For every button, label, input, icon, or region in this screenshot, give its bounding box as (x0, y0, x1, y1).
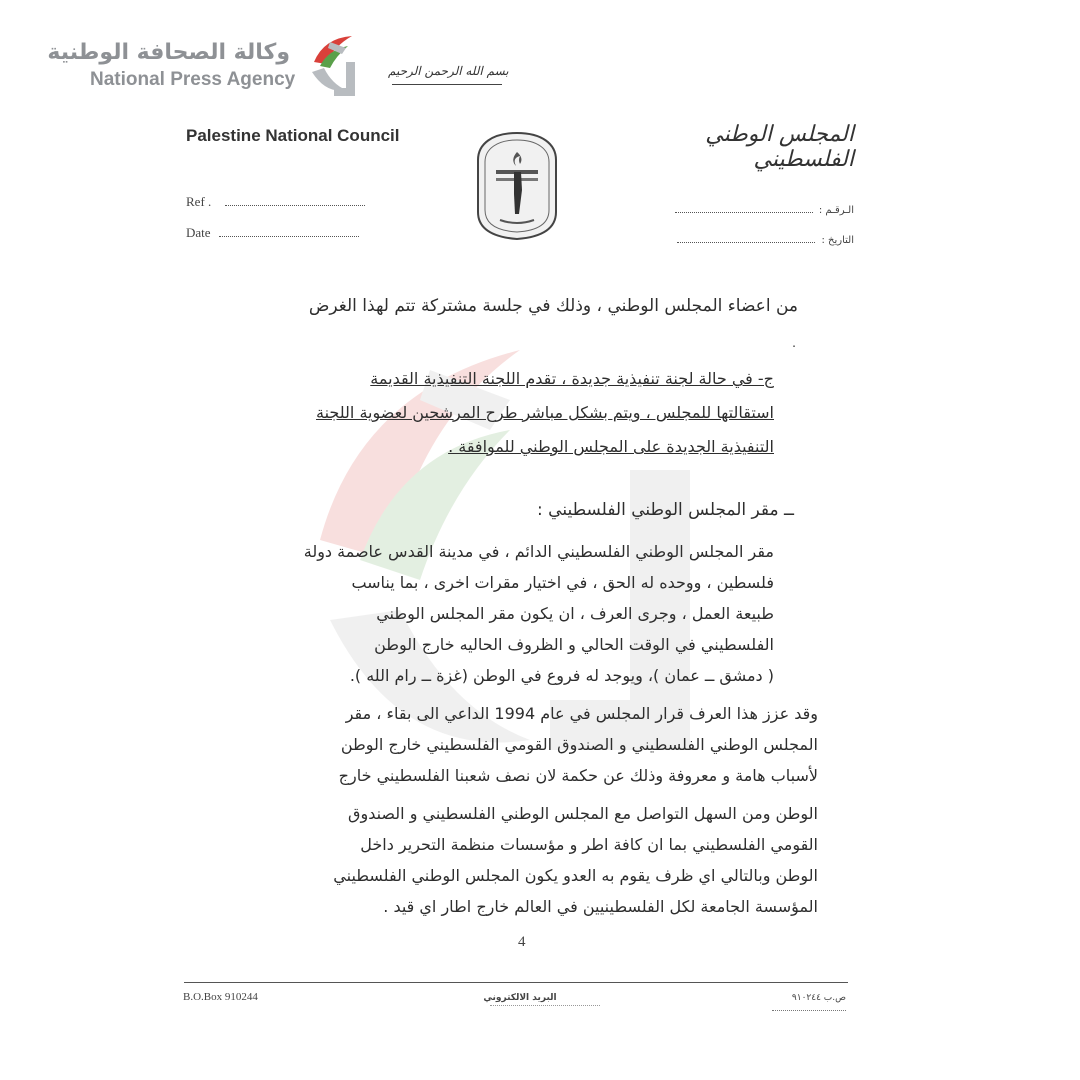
paragraph-line: الوطن ومن السهل التواصل مع المجلس الوطني الفلسطيني و الصندوق (348, 804, 818, 823)
paragraph-2 (339, 698, 818, 791)
stray-dot: . (792, 336, 796, 350)
council-title-ar: المجلس الوطني الفلسطيني (705, 122, 854, 172)
agency-name-en: National Press Agency (90, 69, 296, 90)
section-c-line: ج- في حالة لجنة تنفيذية جديدة ، تقدم اللجنة التنفيذية القديمة (370, 369, 774, 388)
paragraph-line: وقد عزز هذا العرف قرار المجلس في عام 1994 الداعي الى بقاء ، مقر (345, 704, 818, 723)
date-field (186, 225, 359, 241)
number-field-ar (660, 205, 854, 216)
body-line-1: من اعضاء المجلس الوطني ، وذلك في جلسة مشتركة تتم لهذا الغرض (308, 296, 798, 316)
section-c-line: التنفيذية الجديدة على المجلس الوطني للموافقة . (448, 437, 774, 456)
paragraph-3 (333, 798, 818, 922)
paragraph-line: الوطن وبالتالي اي ظرف يقوم به العدو يكون المجلس الوطني الفلسطيني (333, 866, 818, 885)
paragraph-line: الفلسطيني في الوقت الحالي و الظروف الحاليه خارج الوطن (374, 635, 774, 654)
paragraph-line: القومي الفلسطيني بما ان كافة اطر و مؤسسات منظمة التحرير داخل (360, 835, 818, 854)
footer-rule (184, 982, 848, 983)
agency-logo-icon (306, 28, 368, 98)
paragraph-1 (304, 536, 774, 691)
seat-heading: ــ مقر المجلس الوطني الفلسطيني : (537, 500, 794, 520)
paragraph-line: طبيعة العمل ، وجرى العرف ، ان يكون مقر المجلس الوطني (376, 604, 774, 623)
number-label-ar: الـرقـم : (818, 205, 854, 216)
date-dotted-line (219, 236, 359, 237)
plo-emblem-icon (474, 130, 560, 242)
basmala: بسم الله الرحمن الرحيم (388, 64, 509, 78)
page-number: 4 (518, 934, 526, 950)
agency-watermark (47, 28, 368, 98)
paragraph-line: المجلس الوطني الفلسطيني و الصندوق القومي الفلسطيني خارج الوطن (340, 735, 818, 754)
section-c-line: استقالتها للمجلس ، ويتم بشكل مباشر طرح المرشحين لعضوية اللجنة (316, 403, 774, 422)
agency-name-ar: وكالة الصحافة الوطنية (47, 40, 290, 65)
footer-po-box-ar: ص.ب ٩١٠٢٤٤ (791, 993, 846, 1003)
section-c (316, 362, 774, 464)
footer-email-label: البريد الالكتروني (483, 993, 557, 1003)
number-dotted-line (675, 212, 813, 213)
paragraph-line: لأسباب هامة و معروفة وذلك عن حكمة لان نصف شعبنا الفلسطيني خارج (338, 766, 818, 785)
date-label-ar: التاريخ : (821, 235, 854, 246)
council-title-en: Palestine National Council (186, 126, 400, 145)
ref-dotted-line (225, 205, 365, 206)
date-label: Date (186, 225, 211, 240)
paragraph-line: فلسطين ، ووحده له الحق ، في اختيار مقرات اخرى ، بما يناسب (351, 573, 774, 592)
footer-phone-faded (772, 1010, 846, 1013)
footer-email-value-faded (490, 1005, 600, 1009)
footer-po-box-en: B.O.Box 910244 (183, 991, 258, 1003)
paragraph-line: المؤسسة الجامعة لكل الفلسطينيين في العالم خارج اطار اي قيد . (383, 897, 818, 916)
paragraph-line: ( دمشق ــ عمان )، ويوجد له فروع في الوطن (غزة ــ رام الله ). (349, 666, 774, 685)
paragraph-line: مقر المجلس الوطني الفلسطيني الدائم ، في مدينة القدس عاصمة دولة (303, 542, 774, 561)
date-field-ar (660, 235, 854, 246)
ref-field (186, 194, 365, 210)
date-ar-dotted-line (677, 242, 815, 243)
ref-label: Ref . (186, 194, 212, 209)
basmala-underline (392, 84, 502, 85)
